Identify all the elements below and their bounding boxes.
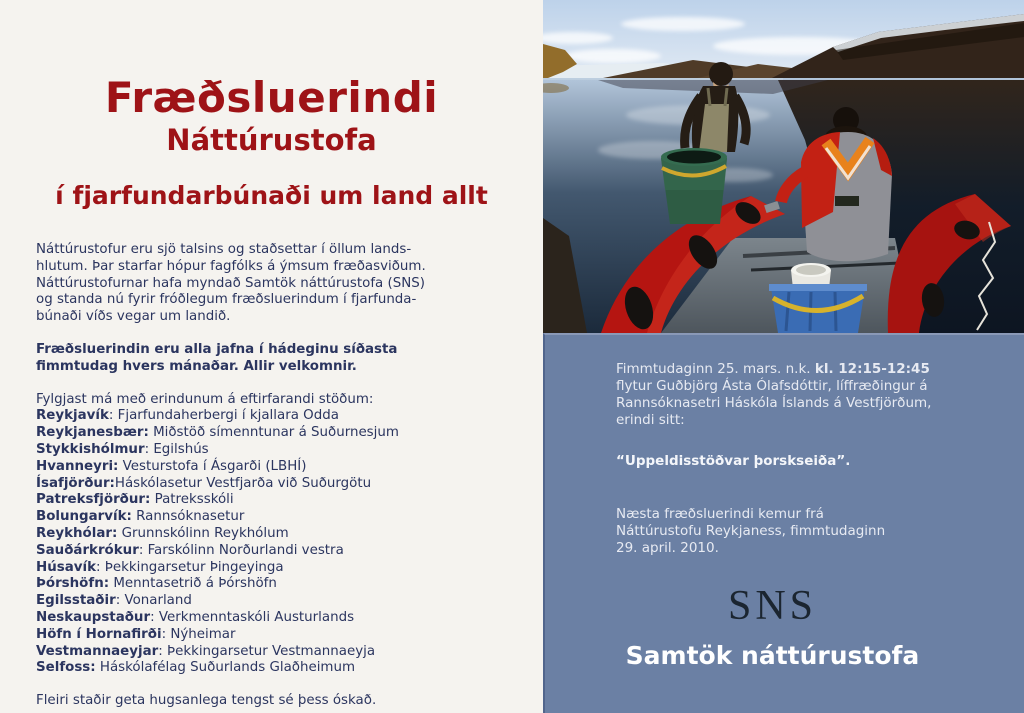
station-desc: Háskólasetur Vestfjarða við Suðurgötu	[114, 475, 372, 491]
announcement-date: Fimmtudaginn 25. mars. n.k.	[616, 361, 815, 377]
station-name: Stykkishólmur	[36, 441, 145, 457]
station-row	[36, 442, 523, 459]
station-row	[36, 526, 523, 543]
station-row	[36, 593, 523, 610]
text-line: Náttúrustofur eru sjö talsins og staðsettar í öllum lands-	[36, 242, 412, 257]
text-line: Fræðsluerindin eru alla jafna í hádeginu síðasta	[36, 341, 398, 357]
station-name: Neskaupstaður	[36, 609, 151, 625]
text-line: erindi sitt:	[616, 412, 685, 428]
flyer-tagline: í fjarfundarbúnaði um land allt	[55, 181, 488, 210]
org-name: Samtök náttúrustofa	[625, 641, 920, 670]
station-desc: Patreksskóli	[150, 492, 234, 508]
station-desc: Rannsóknasetur	[131, 509, 245, 525]
station-row	[36, 576, 523, 593]
station-desc: Háskólafélag Suðurlands Glaðheimum	[95, 660, 356, 676]
station-desc: : Nýheimar	[161, 626, 236, 642]
left-body-text	[36, 242, 523, 710]
text-line: Náttúrustofu Reykjaness, fimmtudaginn	[616, 523, 886, 539]
station-name: Vestmannaeyjar	[36, 643, 159, 659]
text-line: og standa nú fyrir fróðlegum fræðsluerindum í fjarfunda-	[36, 292, 417, 308]
station-name: Hvanneyri:	[36, 458, 119, 474]
station-name: Sauðárkrókur	[36, 542, 139, 558]
station-row	[36, 476, 523, 493]
station-name: Egilsstaðir	[36, 593, 116, 609]
station-desc: Miðstöð símenntunar á Suðurnesjum	[148, 425, 399, 441]
info-panel	[543, 333, 1024, 713]
station-desc: : Fjarfundaherbergi í kjallara Odda	[108, 408, 339, 424]
station-desc: Grunnskólinn Reykhólum	[117, 525, 289, 541]
beanie-hat	[709, 62, 733, 86]
text-line	[616, 361, 1000, 378]
logo-block	[545, 583, 1000, 671]
station-row	[36, 459, 523, 476]
stations-list	[36, 392, 523, 678]
station-row	[36, 425, 523, 442]
text-line: 29. april. 2010.	[616, 540, 719, 556]
station-name: Reykjavík	[36, 408, 109, 424]
announcement-paragraph	[616, 361, 1000, 429]
station-row	[36, 509, 523, 526]
station-desc: : Egilshús	[144, 441, 209, 457]
station-desc: : Verkmenntaskóli Austurlands	[150, 609, 355, 625]
station-desc: Menntasetrið á Þórshöfn	[109, 576, 277, 592]
station-row	[36, 627, 523, 644]
station-name: Húsavík	[36, 559, 96, 575]
announcement-time: kl. 12:15-12:45	[814, 361, 930, 377]
station-name: Patreksfjörður:	[36, 492, 151, 508]
text-line: flytur Guðbjörg Ásta Ólafsdóttir, líffræðingur á	[616, 378, 928, 394]
station-row	[36, 660, 523, 677]
flyer-title: Fræðsluerindi	[104, 73, 439, 122]
fjord-photo	[543, 0, 1024, 333]
station-name: Þórshöfn:	[36, 576, 110, 592]
station-row	[36, 492, 523, 509]
station-row	[36, 408, 523, 425]
station-desc: : Farskólinn Norðurlandi vestra	[138, 542, 344, 558]
station-name: Bolungarvík:	[36, 509, 132, 525]
footer-note	[36, 693, 523, 710]
text-line: fimmtudag hvers mánaðar. Allir velkomnir.	[36, 358, 357, 374]
fjord-photo-illustration	[543, 0, 1024, 333]
text-line: Fleiri staðir geta hugsanlega tengst sé þess óskað.	[36, 693, 377, 709]
flyer-subtitle: Náttúrustofa	[166, 123, 377, 157]
station-row	[36, 543, 523, 560]
station-name: Reykhólar:	[36, 525, 118, 541]
text-line: Næsta fræðsluerindi kemur frá	[616, 506, 824, 522]
next-lecture-note	[616, 506, 1000, 557]
text-line: búnaði víðs vegar um landið.	[36, 309, 231, 325]
station-name: Selfoss:	[36, 660, 96, 676]
right-column	[543, 0, 1024, 713]
station-name: Ísafjörður:	[36, 475, 115, 491]
text-line: Náttúrustofurnar hafa myndað Samtök náttúrustofa (SNS)	[36, 275, 425, 291]
sns-logo: SNS	[727, 583, 818, 629]
schedule-note	[36, 342, 523, 376]
station-row	[36, 644, 523, 661]
intro-paragraph	[36, 242, 523, 326]
station-desc: : Þekkingarsetur Vestmannaeyja	[158, 643, 376, 659]
station-row	[36, 610, 523, 627]
talk-title: “Uppeldisstöðvar þorskseiða”.	[616, 453, 851, 469]
station-desc: : Vonarland	[115, 593, 192, 609]
text-line: hlutum. Þar starfar hópur fagfólks á ýmsum fræðasviðum.	[36, 258, 426, 274]
station-desc: : Þekkingarsetur Þingeyinga	[95, 559, 284, 575]
green-bucket	[661, 148, 727, 224]
station-name: Reykjanesbær:	[36, 425, 149, 441]
station-name: Höfn í Hornafirði	[36, 626, 162, 642]
station-row	[36, 560, 523, 577]
text-line: Rannsóknasetri Háskóla Íslands á Vestfjörðum,	[616, 395, 932, 411]
stations-intro: Fylgjast má með erindunum á eftirfarandi stöðum:	[36, 391, 374, 407]
station-desc: Vesturstofa í Ásgarði (LBHÍ)	[118, 458, 307, 474]
